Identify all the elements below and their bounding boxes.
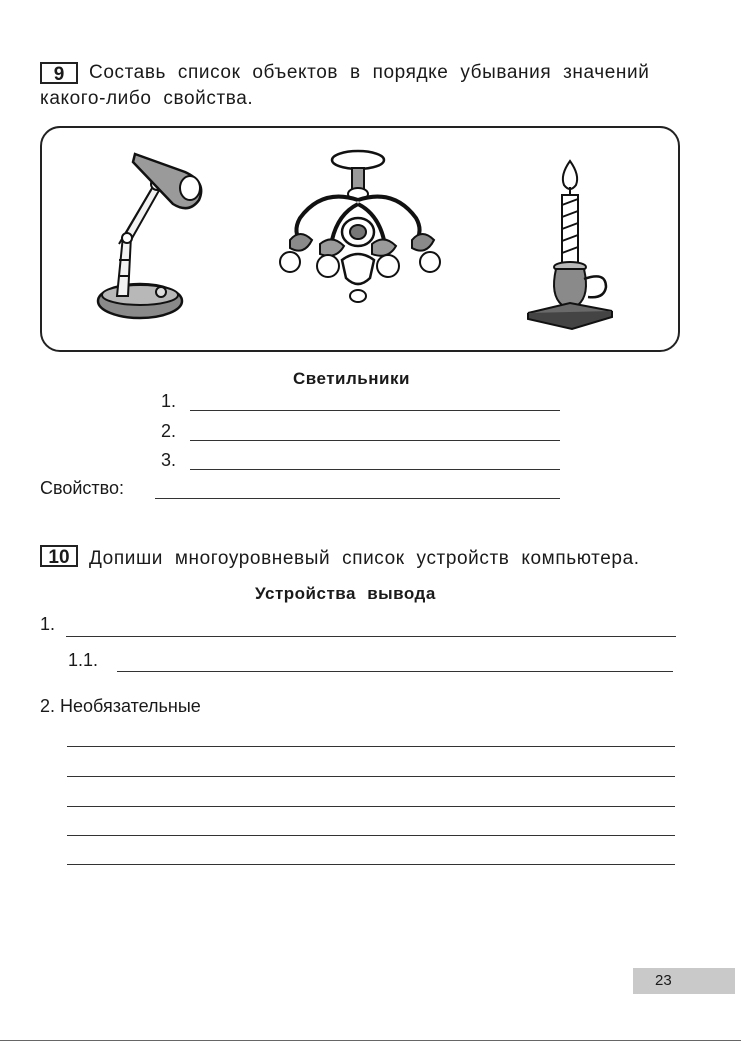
task9-text-line1: Составь список объектов в порядке убывания значений: [89, 62, 650, 83]
desk-lamp-icon: [95, 148, 210, 328]
task10-heading: Устройства вывода: [255, 584, 436, 603]
task9-answer-line-3[interactable]: [190, 469, 560, 470]
task9-item1-number: 1.: [161, 391, 177, 411]
task9-item3-number: 3.: [161, 450, 177, 470]
task10-answer-line-1[interactable]: [66, 636, 676, 637]
task9-text-line2: какого-либо свойства.: [40, 88, 254, 109]
task10-answer-line-1-1[interactable]: [117, 671, 673, 672]
task9-property-line[interactable]: [155, 498, 560, 499]
task10-answer-line-2e[interactable]: [67, 864, 675, 865]
candle-icon: [520, 155, 620, 333]
task10-text: Допиши многоуровневый список устройств компьютера.: [89, 548, 640, 569]
task9-number: 9: [40, 62, 78, 84]
task10-item1-number: 1.: [40, 614, 56, 634]
task9-answer-line-1[interactable]: [190, 410, 560, 411]
task10-item2-label: 2. Необязательные: [40, 696, 201, 716]
task10-number: 10: [40, 545, 78, 567]
task10-item11-number: 1.1.: [68, 650, 99, 670]
task10-answer-line-2b[interactable]: [67, 776, 675, 777]
page-number: 23: [633, 968, 735, 994]
task9-item2-number: 2.: [161, 421, 177, 441]
task9-property-label: Свойство:: [40, 478, 125, 498]
task9-answer-line-2[interactable]: [190, 440, 560, 441]
chandelier-icon: [262, 148, 452, 310]
task10-answer-line-2a[interactable]: [67, 746, 675, 747]
task10-answer-line-2d[interactable]: [67, 835, 675, 836]
bottom-rule: [0, 1040, 741, 1041]
task10-answer-line-2c[interactable]: [67, 806, 675, 807]
task9-heading: Светильники: [293, 369, 410, 388]
